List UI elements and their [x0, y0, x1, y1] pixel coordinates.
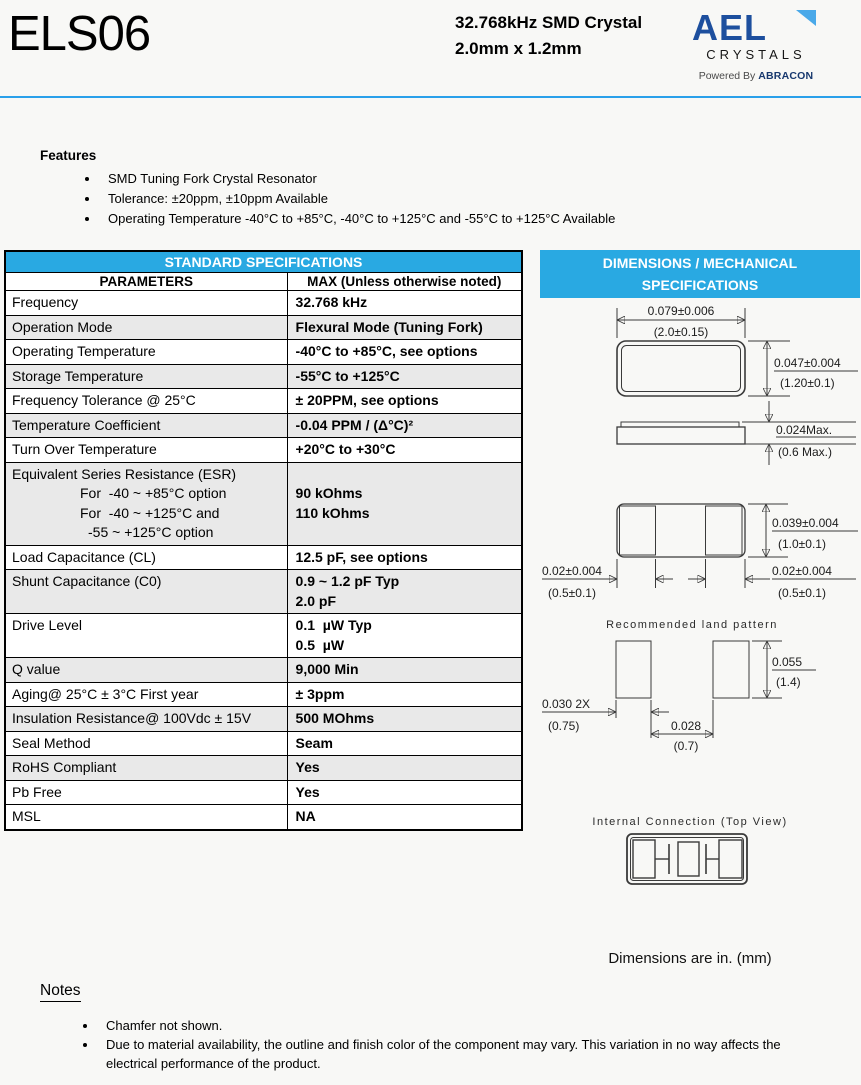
spec-table-row: [5, 413, 522, 438]
value-cell: 32.768 kHz: [287, 291, 522, 316]
product-subtitle: [455, 10, 642, 62]
value-cell: -55°C to +125°C: [287, 364, 522, 389]
mechanical-drawings: [540, 298, 860, 898]
list-item: • SMD Tuning Fork Crystal Resonator: [100, 169, 820, 189]
value-cell: 12.5 pF, see options: [287, 545, 522, 570]
spec-table-title: STANDARD SPECIFICATIONS: [5, 251, 522, 273]
side-height-mm: (0.6 Max.): [778, 445, 833, 459]
dimensions-title-line1: DIMENSIONS / MECHANICAL: [602, 255, 798, 271]
header-divider: [0, 96, 861, 98]
spec-table-body: [5, 291, 522, 830]
parameter-cell: Insulation Resistance@ 100Vdc ± 15V: [5, 707, 287, 732]
features-heading: Features: [40, 148, 97, 163]
spec-table-row: [5, 682, 522, 707]
dimensions-panel: [540, 250, 860, 980]
parameter-cell: MSL: [5, 805, 287, 830]
top-view-drawing: [617, 304, 858, 396]
value-cell: ± 3ppm: [287, 682, 522, 707]
dimensions-title-line2: SPECIFICATIONS: [641, 277, 759, 293]
land-gap-mm: (0.7): [673, 739, 699, 753]
land-pad-height-mm: (1.4): [776, 675, 801, 689]
parameter-cell: Shunt Capacitance (C0): [5, 570, 287, 614]
top-width-mm: (2.0±0.15): [653, 325, 709, 339]
land-gap-inches: 0.028: [670, 719, 702, 733]
powered-by-abracon: [688, 70, 824, 82]
ael-logo: [688, 8, 824, 82]
spec-table-row: [5, 614, 522, 658]
notes-section: [40, 982, 820, 1073]
value-cell: 0.1 µW Typ 0.5 µW: [287, 614, 522, 658]
spec-table-row: [5, 658, 522, 683]
value-cell: 500 MOhms: [287, 707, 522, 732]
parameter-cell: Drive Level: [5, 614, 287, 658]
parameter-cell: Turn Over Temperature: [5, 438, 287, 463]
pad-right-width-mm: (0.5±0.1): [778, 586, 826, 600]
spec-table-row: [5, 315, 522, 340]
parameter-cell: Aging@ 25°C ± 3°C First year: [5, 682, 287, 707]
value-cell: -0.04 PPM / (Δ°C)²: [287, 413, 522, 438]
value-cell: +20°C to +30°C: [287, 438, 522, 463]
subtitle-line1: 32.768kHz SMD Crystal: [455, 13, 643, 32]
spec-table-row: [5, 570, 522, 614]
spec-table-row: [5, 340, 522, 365]
value-cell: 9,000 Min: [287, 658, 522, 683]
pad-right-width-inches: 0.02±0.004: [772, 564, 832, 578]
list-item: • Chamfer not shown.: [98, 1016, 788, 1035]
parameter-cell: Frequency: [5, 291, 287, 316]
land-pattern-drawing: [542, 619, 816, 753]
value-cell: 0.9 ~ 1.2 pF Typ 2.0 pF: [287, 570, 522, 614]
spec-table-row: [5, 545, 522, 570]
side-height-inches: 0.024Max.: [776, 423, 833, 437]
value-cell: 90 kOhms 110 kOhms: [287, 462, 522, 545]
abracon-brand: ABRACON: [758, 70, 814, 82]
svg-text:AEL: AEL: [692, 8, 767, 46]
list-item: • Due to material availability, the outline and finish color of the component may vary. This variation in no way affects the electrical performance of the product.: [98, 1035, 788, 1073]
spec-table-row: [5, 707, 522, 732]
spec-table-row: [5, 805, 522, 830]
ael-logo-icon: [690, 8, 822, 46]
parameter-cell: Operating Temperature: [5, 340, 287, 365]
value-cell: Flexural Mode (Tuning Fork): [287, 315, 522, 340]
dimensions-panel-title: [540, 250, 860, 298]
pad-left-width-mm: (0.5±0.1): [548, 586, 596, 600]
spec-table-row: [5, 462, 522, 545]
land-pattern-title: Recommended land pattern: [606, 619, 778, 631]
value-cell: -40°C to +85°C, see options: [287, 340, 522, 365]
page-title: ELS06: [8, 7, 151, 61]
spec-col-parameters: PARAMETERS: [5, 273, 287, 291]
value-cell: Yes: [287, 780, 522, 805]
internal-connection-label: Internal Connection (Top View): [592, 816, 788, 828]
spec-table-row: [5, 756, 522, 781]
notes-heading: Notes: [40, 982, 81, 1002]
notes-list: [40, 1016, 820, 1073]
spec-table-row: [5, 389, 522, 414]
spec-table-row: [5, 780, 522, 805]
bottom-height-mm: (1.0±0.1): [778, 537, 826, 551]
spec-table-section: [4, 250, 523, 831]
bottom-height-inches: 0.039±0.004: [772, 516, 839, 530]
parameter-cell: Frequency Tolerance @ 25°C: [5, 389, 287, 414]
land-pad-width-mm: (0.75): [548, 719, 580, 733]
parameter-cell: RoHS Compliant: [5, 756, 287, 781]
powered-prefix: Powered By: [698, 70, 756, 82]
list-item: • Operating Temperature -40°C to +85°C, -40°C to +125°C and -55°C to +125°C Available: [100, 209, 820, 229]
features-list: [40, 169, 820, 229]
parameter-cell: Temperature Coefficient: [5, 413, 287, 438]
parameter-cell: Operation Mode: [5, 315, 287, 340]
subtitle-line2: 2.0mm x 1.2mm: [455, 39, 582, 58]
spec-table: [4, 250, 523, 831]
top-width-inches: 0.079±0.006: [647, 304, 715, 318]
list-item: • Tolerance: ±20ppm, ±10ppm Available: [100, 189, 820, 209]
parameter-cell: Load Capacitance (CL): [5, 545, 287, 570]
internal-connection-drawing: [592, 816, 787, 884]
top-height-mm: (1.20±0.1): [780, 376, 835, 390]
value-cell: Seam: [287, 731, 522, 756]
parameter-cell: Equivalent Series Resistance (ESR) For -40 ~ +85°C option For -40 ~ +125°C and -55 ~ +125°C option: [5, 462, 287, 545]
land-pad-width-inches: 0.030 2X: [542, 697, 591, 711]
parameter-cell: Pb Free: [5, 780, 287, 805]
spec-table-row: [5, 438, 522, 463]
spec-table-row: [5, 291, 522, 316]
parameter-cell: Storage Temperature: [5, 364, 287, 389]
value-cell: NA: [287, 805, 522, 830]
spec-col-max: MAX (Unless otherwise noted): [287, 273, 522, 291]
value-cell: Yes: [287, 756, 522, 781]
value-cell: ± 20PPM, see options: [287, 389, 522, 414]
units-note: Dimensions are in. (mm): [608, 950, 772, 967]
side-view-drawing: [617, 401, 856, 465]
features-section: [40, 148, 820, 229]
pad-left-width-inches: 0.02±0.004: [542, 564, 602, 578]
spec-table-row: [5, 364, 522, 389]
logo-crystals-label: CRYSTALS: [706, 47, 806, 62]
spec-table-row: [5, 731, 522, 756]
land-pad-height-inches: 0.055: [772, 655, 803, 669]
bottom-view-drawing: [542, 504, 858, 600]
top-height-inches: 0.047±0.004: [774, 356, 841, 370]
parameter-cell: Q value: [5, 658, 287, 683]
parameter-cell: Seal Method: [5, 731, 287, 756]
